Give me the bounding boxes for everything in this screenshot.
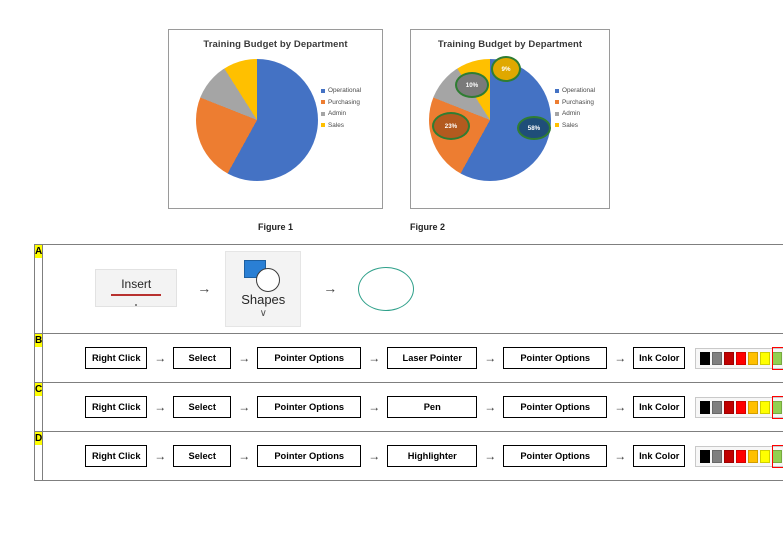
annotation-circle-purchasing xyxy=(432,112,470,140)
step-pointer-options[interactable]: Pointer Options xyxy=(257,347,361,369)
legend-item xyxy=(555,120,595,132)
step-pointer-options[interactable]: Pointer Options xyxy=(257,445,361,467)
legend-swatch-sales xyxy=(321,123,325,127)
chevron-down-icon: ∨ xyxy=(259,308,267,319)
data-label-admin: 10% xyxy=(465,81,479,89)
step-select[interactable]: Select xyxy=(173,347,231,369)
legend-swatch-operational xyxy=(321,89,325,93)
color-swatch-selected[interactable] xyxy=(772,450,782,463)
shapes-icon xyxy=(226,258,300,292)
row-label-a: A xyxy=(35,246,43,257)
shapes-ribbon-button[interactable] xyxy=(225,251,301,327)
annotation-circle-sales xyxy=(491,56,521,82)
flow-arrow-icon: → xyxy=(484,351,497,365)
flow-arrow-icon: → xyxy=(238,449,251,463)
step-right-click[interactable]: Right Click xyxy=(85,396,147,418)
color-swatch[interactable] xyxy=(736,450,746,463)
color-swatch[interactable] xyxy=(736,352,746,365)
row-label-c: C xyxy=(35,384,43,395)
flow-arrow-icon: → xyxy=(154,351,167,365)
legend-swatch-purchasing xyxy=(555,100,559,104)
row-letter-cell-a xyxy=(35,245,43,334)
table-row xyxy=(35,245,783,334)
legend-label: Operational xyxy=(328,87,362,94)
step-ink-color[interactable]: Ink Color xyxy=(633,347,685,369)
chart-title-1: Training Budget by Department xyxy=(203,39,348,50)
legend-item xyxy=(321,108,361,120)
ink-color-palette-b[interactable] xyxy=(695,348,783,369)
flow-arrow-icon: → xyxy=(154,449,167,463)
data-label-operational: 58% xyxy=(527,124,541,132)
legend-label: Sales xyxy=(562,121,578,129)
chart-legend-1 xyxy=(321,85,361,131)
step-right-click[interactable]: Right Click xyxy=(85,347,147,369)
figure-2-caption: Figure 2 xyxy=(410,222,446,232)
row-content-d xyxy=(43,432,783,481)
step-select[interactable]: Select xyxy=(173,445,231,467)
legend-label: Sales xyxy=(328,121,344,129)
row-label-b: B xyxy=(35,335,43,346)
ink-color-palette-c[interactable] xyxy=(695,397,783,418)
flow-arrow-icon: → xyxy=(154,400,167,414)
chart-title-2: Training Budget by Department xyxy=(437,39,583,50)
color-swatch[interactable] xyxy=(736,401,746,414)
step-ink-color[interactable]: Ink Color xyxy=(633,445,685,467)
color-swatch[interactable] xyxy=(700,450,710,463)
legend-item xyxy=(555,97,595,109)
step-highlighter[interactable]: Highlighter xyxy=(387,445,477,467)
insert-underline xyxy=(111,294,161,296)
chart-area-2 xyxy=(411,50,609,190)
pie-chart-1 xyxy=(196,59,318,181)
step-ink-color[interactable]: Ink Color xyxy=(633,396,685,418)
row-content-b xyxy=(43,334,783,383)
flow-arrow-icon: → xyxy=(197,280,212,296)
color-swatch[interactable] xyxy=(724,401,734,414)
legend-item xyxy=(555,85,595,97)
annotation-circle-operational xyxy=(517,116,551,140)
flow-arrow-icon: → xyxy=(484,449,497,463)
legend-label: Operational xyxy=(562,87,596,94)
chart-area-1 xyxy=(169,50,382,190)
row-content-a xyxy=(43,245,783,334)
figure-1-caption: Figure 1 xyxy=(257,222,293,232)
flow-arrow-icon: → xyxy=(368,449,381,463)
row-letter-cell-b xyxy=(35,334,43,383)
chart-legend-2 xyxy=(555,85,595,131)
drawn-oval-shape xyxy=(358,267,414,311)
flow-arrow-icon: → xyxy=(484,400,497,414)
flow-arrow-icon: → xyxy=(614,449,627,463)
figure-2-chart xyxy=(410,29,610,209)
table-row xyxy=(35,334,783,383)
figures-section xyxy=(0,0,783,240)
step-right-click[interactable]: Right Click xyxy=(85,445,147,467)
data-label-purchasing: 23% xyxy=(444,122,458,130)
legend-swatch-purchasing xyxy=(321,100,325,104)
color-swatch-selected[interactable] xyxy=(772,352,782,365)
legend-item xyxy=(321,120,361,132)
legend-label: Purchasing xyxy=(328,98,360,106)
color-swatch[interactable] xyxy=(700,352,710,365)
row-content-c xyxy=(43,383,783,432)
legend-swatch-admin xyxy=(555,112,559,116)
step-pointer-options-2[interactable]: Pointer Options xyxy=(503,396,607,418)
color-swatch[interactable] xyxy=(712,401,722,414)
ink-color-palette-d[interactable] xyxy=(695,446,783,467)
insert-label: Insert xyxy=(121,277,152,291)
insert-ribbon-tab[interactable] xyxy=(95,269,177,307)
flow-arrow-icon: → xyxy=(323,280,338,296)
data-label-sales: 9% xyxy=(501,65,511,73)
flow-arrow-icon: → xyxy=(368,351,381,365)
legend-item xyxy=(321,85,361,97)
table-row xyxy=(35,383,783,432)
flow-arrow-icon: → xyxy=(368,400,381,414)
step-laser-pointer[interactable]: Laser Pointer xyxy=(387,347,477,369)
color-swatch[interactable] xyxy=(712,352,722,365)
row-letter-cell-c xyxy=(35,383,43,432)
steps-table xyxy=(34,244,783,481)
legend-label: Purchasing xyxy=(562,98,594,106)
color-swatch[interactable] xyxy=(748,450,758,463)
insert-dot xyxy=(135,304,137,306)
color-swatch[interactable] xyxy=(760,401,770,414)
legend-swatch-admin xyxy=(321,112,325,116)
color-swatch[interactable] xyxy=(748,352,758,365)
legend-item xyxy=(321,97,361,109)
legend-swatch-sales xyxy=(555,123,559,127)
shapes-label: Shapes xyxy=(241,292,286,307)
flow-arrow-icon: → xyxy=(238,400,251,414)
row-letter-cell-d xyxy=(35,432,43,481)
step-select[interactable]: Select xyxy=(173,396,231,418)
step-pointer-options-2[interactable]: Pointer Options xyxy=(503,445,607,467)
flow-arrow-icon: → xyxy=(238,351,251,365)
figure-1-chart xyxy=(168,29,383,209)
legend-label: Admin xyxy=(328,110,347,117)
color-swatch[interactable] xyxy=(760,352,770,365)
flow-arrow-icon: → xyxy=(614,351,627,365)
color-swatch-selected[interactable] xyxy=(772,401,782,414)
color-swatch[interactable] xyxy=(748,401,758,414)
step-pen[interactable]: Pen xyxy=(387,396,477,418)
legend-item xyxy=(555,108,595,120)
color-swatch[interactable] xyxy=(724,352,734,365)
annotation-circle-admin xyxy=(455,72,489,98)
flow-arrow-icon: → xyxy=(614,400,627,414)
step-pointer-options[interactable]: Pointer Options xyxy=(257,396,361,418)
legend-swatch-operational xyxy=(555,89,559,93)
table-row xyxy=(35,432,783,481)
color-swatch[interactable] xyxy=(712,450,722,463)
circle-shape-icon xyxy=(256,268,280,292)
row-label-d: D xyxy=(35,433,43,444)
step-pointer-options-2[interactable]: Pointer Options xyxy=(503,347,607,369)
color-swatch[interactable] xyxy=(724,450,734,463)
color-swatch[interactable] xyxy=(760,450,770,463)
color-swatch[interactable] xyxy=(700,401,710,414)
legend-label: Admin xyxy=(562,110,581,117)
